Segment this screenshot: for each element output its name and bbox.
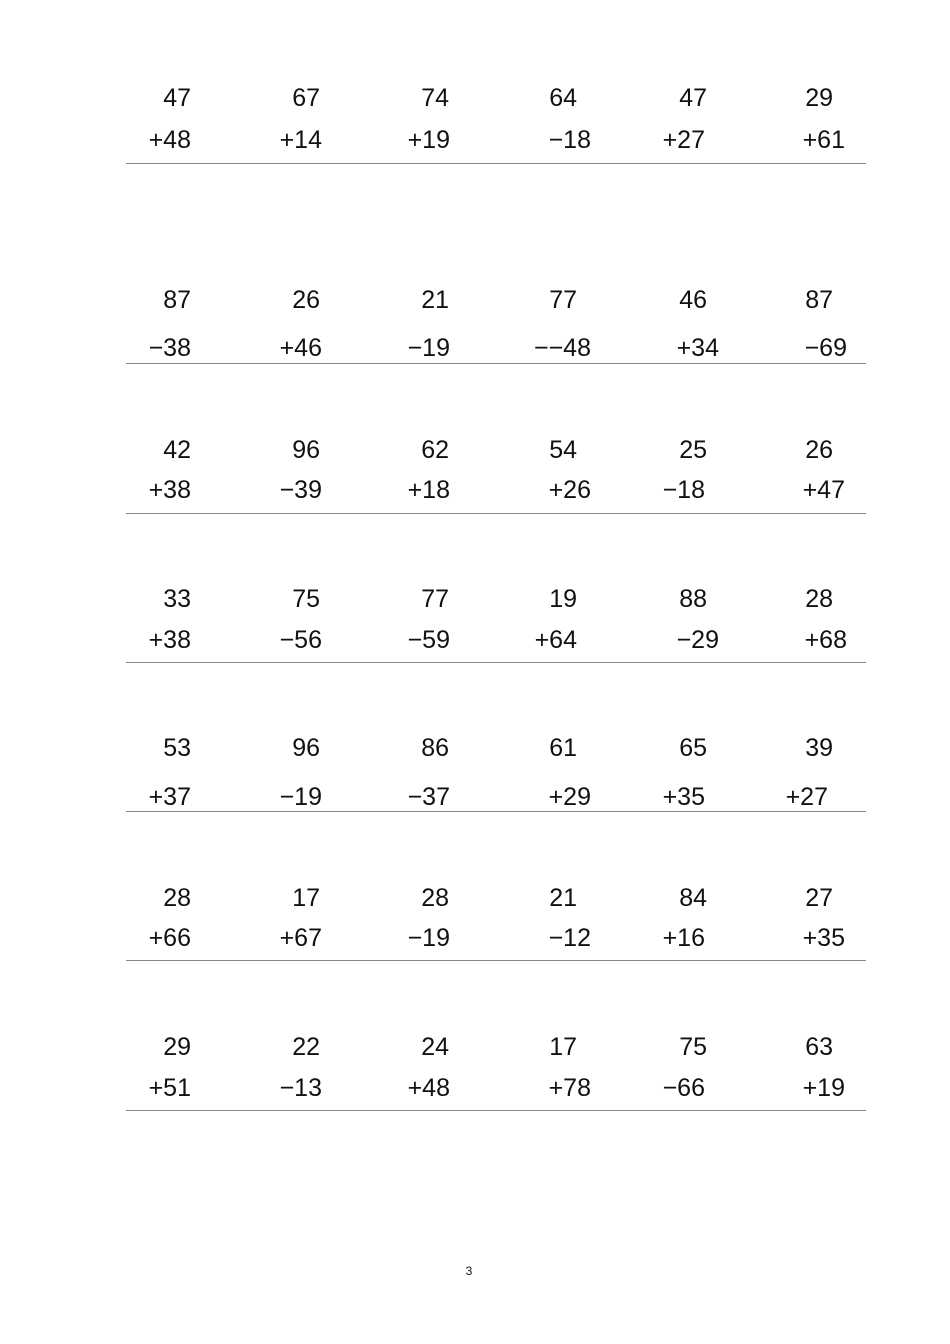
page-number: 3 xyxy=(465,1264,473,1278)
top-number: 74 xyxy=(421,84,449,112)
operand: +38 xyxy=(148,476,191,504)
operand: −66 xyxy=(662,1074,705,1102)
operand: +64 xyxy=(534,626,577,654)
operand: +48 xyxy=(407,1074,450,1102)
top-number: 25 xyxy=(679,436,707,464)
operand: +35 xyxy=(662,783,705,811)
operand: +46 xyxy=(279,334,322,362)
top-number: 26 xyxy=(805,436,833,464)
top-number: 84 xyxy=(679,884,707,912)
operand: +19 xyxy=(407,126,450,154)
operand: −59 xyxy=(407,626,450,654)
answer-line xyxy=(126,662,866,663)
answer-line xyxy=(126,363,866,364)
operand: −69 xyxy=(804,334,847,362)
operand: −−48 xyxy=(533,334,591,362)
top-number: 29 xyxy=(163,1033,191,1061)
problem-row xyxy=(126,734,866,813)
operand: +67 xyxy=(279,924,322,952)
top-number: 65 xyxy=(679,734,707,762)
problem-row xyxy=(126,585,866,664)
problem-row xyxy=(126,286,866,365)
problem-row xyxy=(126,84,866,165)
top-number: 42 xyxy=(163,436,191,464)
top-number: 75 xyxy=(292,585,320,613)
top-number: 28 xyxy=(805,585,833,613)
top-number: 33 xyxy=(163,585,191,613)
operand: +27 xyxy=(662,126,705,154)
answer-line xyxy=(126,513,866,514)
operand: +16 xyxy=(662,924,705,952)
top-number: 26 xyxy=(292,286,320,314)
top-number: 19 xyxy=(549,585,577,613)
top-number: 77 xyxy=(549,286,577,314)
operand: −19 xyxy=(407,334,450,362)
top-number: 29 xyxy=(805,84,833,112)
top-number: 62 xyxy=(421,436,449,464)
top-number: 17 xyxy=(292,884,320,912)
operand: −37 xyxy=(407,783,450,811)
operand: +27 xyxy=(785,783,828,811)
operand: +48 xyxy=(148,126,191,154)
top-number: 88 xyxy=(679,585,707,613)
operand: +47 xyxy=(802,476,845,504)
operand: −18 xyxy=(548,126,591,154)
top-number: 87 xyxy=(805,286,833,314)
top-number: 47 xyxy=(679,84,707,112)
top-number: 21 xyxy=(421,286,449,314)
operand: +51 xyxy=(148,1074,191,1102)
top-number: 22 xyxy=(292,1033,320,1061)
top-number: 46 xyxy=(679,286,707,314)
operand: −56 xyxy=(279,626,322,654)
top-number: 24 xyxy=(421,1033,449,1061)
top-number: 28 xyxy=(163,884,191,912)
top-number: 77 xyxy=(421,585,449,613)
top-number: 39 xyxy=(805,734,833,762)
operand: −12 xyxy=(548,924,591,952)
top-number: 53 xyxy=(163,734,191,762)
top-number: 27 xyxy=(805,884,833,912)
top-number: 67 xyxy=(292,84,320,112)
top-number: 61 xyxy=(549,734,577,762)
operand: +34 xyxy=(676,334,719,362)
operand: +35 xyxy=(802,924,845,952)
operand: +29 xyxy=(548,783,591,811)
answer-line xyxy=(126,1110,866,1111)
top-number: 54 xyxy=(549,436,577,464)
operand: −13 xyxy=(279,1074,322,1102)
top-number: 63 xyxy=(805,1033,833,1061)
top-number: 87 xyxy=(163,286,191,314)
top-number: 28 xyxy=(421,884,449,912)
top-number: 64 xyxy=(549,84,577,112)
top-number: 47 xyxy=(163,84,191,112)
operand: +37 xyxy=(148,783,191,811)
operand: +68 xyxy=(804,626,847,654)
operand: +26 xyxy=(548,476,591,504)
top-number: 17 xyxy=(549,1033,577,1061)
operand: +61 xyxy=(802,126,845,154)
top-number: 21 xyxy=(549,884,577,912)
operand: −39 xyxy=(279,476,322,504)
top-number: 96 xyxy=(292,436,320,464)
top-number: 75 xyxy=(679,1033,707,1061)
answer-line xyxy=(126,960,866,961)
operand: +38 xyxy=(148,626,191,654)
top-number: 96 xyxy=(292,734,320,762)
operand: +19 xyxy=(802,1074,845,1102)
answer-line xyxy=(126,163,866,164)
operand: +66 xyxy=(148,924,191,952)
top-number: 86 xyxy=(421,734,449,762)
problem-row xyxy=(126,884,866,962)
answer-line xyxy=(126,811,866,812)
problem-row xyxy=(126,436,866,515)
operand: −19 xyxy=(279,783,322,811)
problem-row xyxy=(126,1033,866,1112)
operand: +14 xyxy=(279,126,322,154)
operand: +18 xyxy=(407,476,450,504)
operand: −38 xyxy=(148,334,191,362)
operand: −18 xyxy=(662,476,705,504)
operand: +78 xyxy=(548,1074,591,1102)
operand: −29 xyxy=(676,626,719,654)
operand: −19 xyxy=(407,924,450,952)
